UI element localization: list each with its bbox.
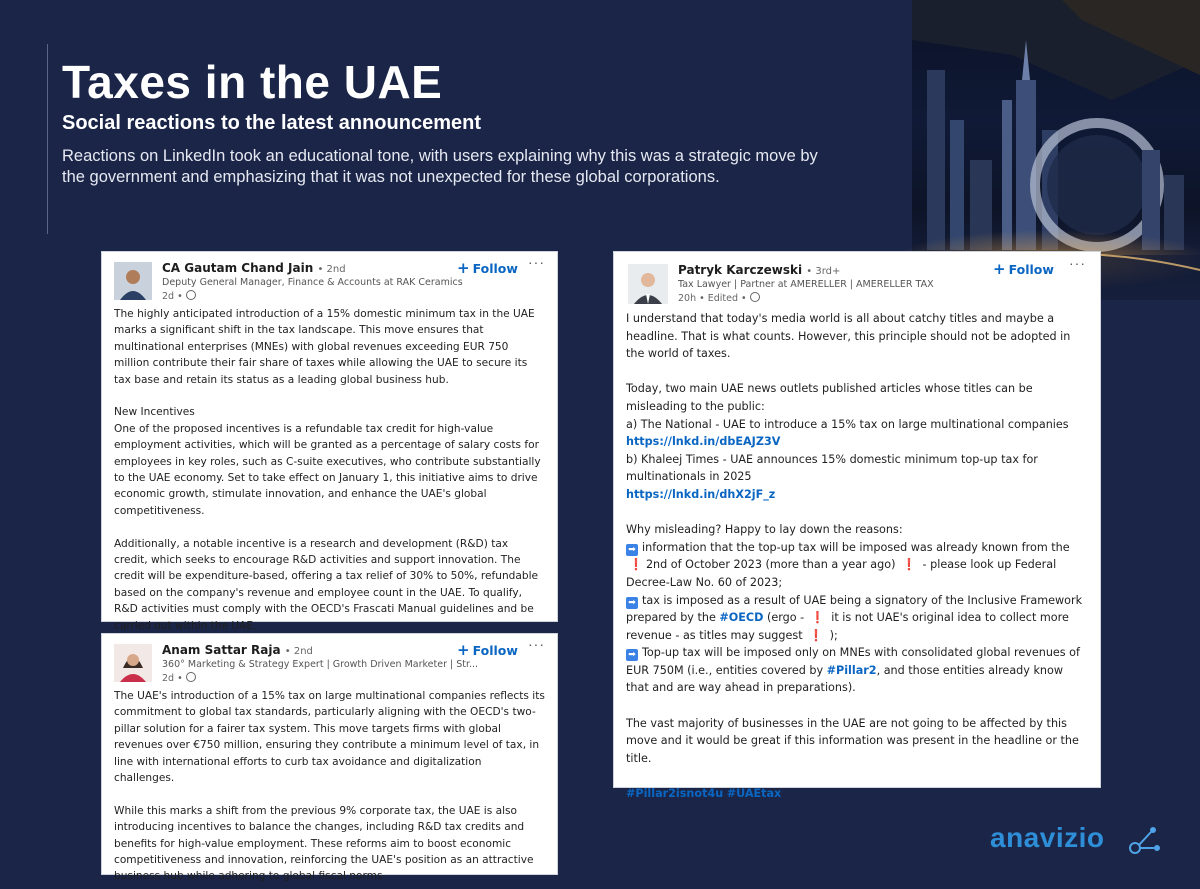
post-paragraph: One of the proposed incentives is a refundable tax credit for high-value employment activities, which will be granted as a percentage of salary costs for employees in key roles, such as C-suite executives, who contribute substantially to the UAE economy. Set to take effect on January 1, this initiative aims to drive economic growth, stimulate innovation, and enhance the UAE's global competitiveness. bbox=[114, 422, 541, 517]
hashtag-link[interactable]: #OECD bbox=[719, 611, 764, 625]
post-paragraph: The vast majority of businesses in the UAE are not going to be affected by this move and it would be great if this information was present in the headline or the title. bbox=[626, 716, 1079, 765]
post-meta: 20h • Edited • bbox=[678, 292, 760, 304]
follow-button[interactable]: + Follow bbox=[457, 259, 518, 277]
connection-degree: • 2nd bbox=[284, 646, 313, 657]
follow-button[interactable]: + Follow bbox=[993, 260, 1054, 278]
arrow-icon: ➡ bbox=[626, 544, 638, 556]
hashtag-link[interactable]: #Pillar2 bbox=[826, 663, 877, 677]
post-header bbox=[102, 634, 557, 688]
arrow-icon: ➡ bbox=[626, 597, 638, 609]
bullet-item: ➡ Top-up tax will be imposed only on MNEs with consolidated global revenues of EUR 750M (i.e., entities covered by #Pillar2, and those entities already know that and are way ahead in preparations). bbox=[626, 646, 1080, 695]
post-paragraph: The UAE's introduction of a 15% tax on large multinational companies reflects its commitment to global tax standards, particularly aligning with the OECD's two-pillar solution for a fairer tax system. This move targets firms with global revenues over €750 million, ensuring they contribute a minimum level of tax, in line with international efforts to curb tax avoidance and digitalization challenges. bbox=[114, 690, 545, 785]
post-paragraph: a) The National - UAE to introduce a 15% tax on large multinational companies bbox=[626, 417, 1069, 431]
post-paragraph: The highly anticipated introduction of a 15% domestic minimum tax in the UAE marks a significant shift in the tax landscape. This move ensures that multinational enterprises (MNEs) with global revenues exceeding EUR 750 million contribute their fair share of taxes while allowing the UAE to secure its tax base and retain its status as a leading global business hub. bbox=[114, 308, 535, 386]
follow-button[interactable]: + Follow bbox=[457, 641, 518, 659]
intro-text: Reactions on LinkedIn took an educational tone, with users explaining why this was a strategic move by the government and emphasizing that it was not unexpected for these global corporations. bbox=[62, 147, 818, 186]
avatar[interactable] bbox=[114, 262, 152, 300]
post-card-gautam bbox=[101, 251, 558, 632]
bullet-item: ➡ information that the top-up tax will be imposed was already known from the ❗ 2nd of October 2023 (more than a year ago) ❗ - please look up Federal Decree-Law No. 60 of 2023; bbox=[626, 540, 1070, 589]
exclamation-icon: ❗ bbox=[810, 611, 825, 625]
connection-degree: • 2nd bbox=[317, 264, 346, 275]
exclamation-icon: ❗ bbox=[809, 628, 824, 642]
hashtag-link[interactable]: #Pillar2isnot4u bbox=[626, 787, 724, 801]
post-header bbox=[102, 252, 557, 306]
globe-icon bbox=[186, 290, 196, 300]
author-name[interactable]: CA Gautam Chand Jain • 2nd bbox=[162, 261, 346, 275]
globe-icon bbox=[186, 672, 196, 682]
more-options-icon[interactable]: ··· bbox=[528, 636, 545, 652]
post-body bbox=[102, 306, 557, 634]
author-headline: 360° Marketing & Strategy Expert | Growth Driven Marketer | Str... bbox=[162, 659, 479, 670]
post-paragraph: b) Khaleej Times - UAE announces 15% domestic minimum top-up tax for multinationals in 2025 bbox=[626, 452, 1038, 484]
page-title: Taxes in the UAE bbox=[62, 56, 443, 108]
author-headline: Deputy General Manager, Finance & Accounts at RAK Ceramics bbox=[162, 277, 463, 288]
plus-icon: + bbox=[457, 259, 470, 277]
author-name[interactable]: Patryk Karczewski • 3rd+ bbox=[678, 263, 841, 277]
arrow-icon: ➡ bbox=[626, 649, 638, 661]
post-paragraph: I understand that today's media world is all about catchy titles and maybe a headline. That is what counts. However, this principle should not be adopted in the world of taxes. bbox=[626, 312, 1071, 361]
avatar[interactable] bbox=[628, 264, 668, 304]
post-body bbox=[102, 688, 557, 885]
bullet-item: ➡ tax is imposed as a result of UAE being a signatory of the Inclusive Framework prepared by the #OECD (ergo - ❗ it is not UAE's original idea to collect more revenue - as titles may suggest ❗ ); bbox=[626, 593, 1083, 642]
post-card-patryk bbox=[613, 251, 1101, 801]
post-body bbox=[614, 310, 1100, 803]
post-paragraph: Today, two main UAE news outlets published articles whose titles can be misleading to the public: bbox=[626, 382, 1033, 413]
plus-icon: + bbox=[993, 260, 1006, 278]
more-options-icon[interactable]: ··· bbox=[528, 254, 545, 270]
post-paragraph: Additionally, a notable incentive is a research and development (R&D) tax credit, which seeks to encourage R&D activities and support innovation. The credit will be expenditure-based, offering a tax relief of 30% to 50%, refundable based on the company's revenue and employee count in the UAE. To qualify, R&D activities must comply with the OECD's Frascati Manual guidelines and be carried out within the UAE. bbox=[114, 537, 539, 632]
post-meta: 2d • bbox=[162, 672, 196, 684]
exclamation-icon: ❗ bbox=[629, 558, 643, 572]
article-link[interactable]: https://lnkd.in/dbEAJZ3V bbox=[626, 435, 781, 449]
connection-degree: • 3rd+ bbox=[806, 266, 841, 277]
post-card-anam bbox=[101, 633, 558, 883]
avatar[interactable] bbox=[114, 644, 152, 682]
post-meta: 2d • bbox=[162, 290, 196, 302]
author-name[interactable]: Anam Sattar Raja • 2nd bbox=[162, 643, 313, 657]
post-paragraph: While this marks a shift from the previous 9% corporate tax, the UAE is also introducing incentives to balance the changes, including R&D tax credits and benefits for high-value employment. These reforms aim to boost economic competitiveness and innovation, reinforcing the UAE's position as an attractive business hub while adhering to global fiscal norms. bbox=[114, 804, 534, 883]
plus-icon: + bbox=[457, 641, 470, 659]
post-heading: New Incentives bbox=[114, 406, 195, 419]
page-subtitle: Social reactions to the latest announcement bbox=[62, 112, 481, 134]
globe-icon bbox=[750, 292, 760, 302]
exclamation-icon: ❗ bbox=[902, 558, 916, 572]
network-icon bbox=[1125, 820, 1165, 860]
hashtag-link[interactable]: #UAEtax bbox=[726, 787, 782, 801]
post-paragraph: Why misleading? Happy to lay down the reasons: bbox=[626, 523, 903, 537]
author-headline: Tax Lawyer | Partner at AMERELLER | AMERELLER TAX bbox=[678, 279, 934, 290]
brand-logo: anavizio bbox=[990, 822, 1105, 853]
more-options-icon[interactable]: ··· bbox=[1069, 255, 1086, 271]
title-divider bbox=[47, 44, 48, 234]
article-link[interactable]: https://lnkd.in/dhX2jF_z bbox=[626, 487, 776, 501]
post-header bbox=[614, 252, 1100, 310]
